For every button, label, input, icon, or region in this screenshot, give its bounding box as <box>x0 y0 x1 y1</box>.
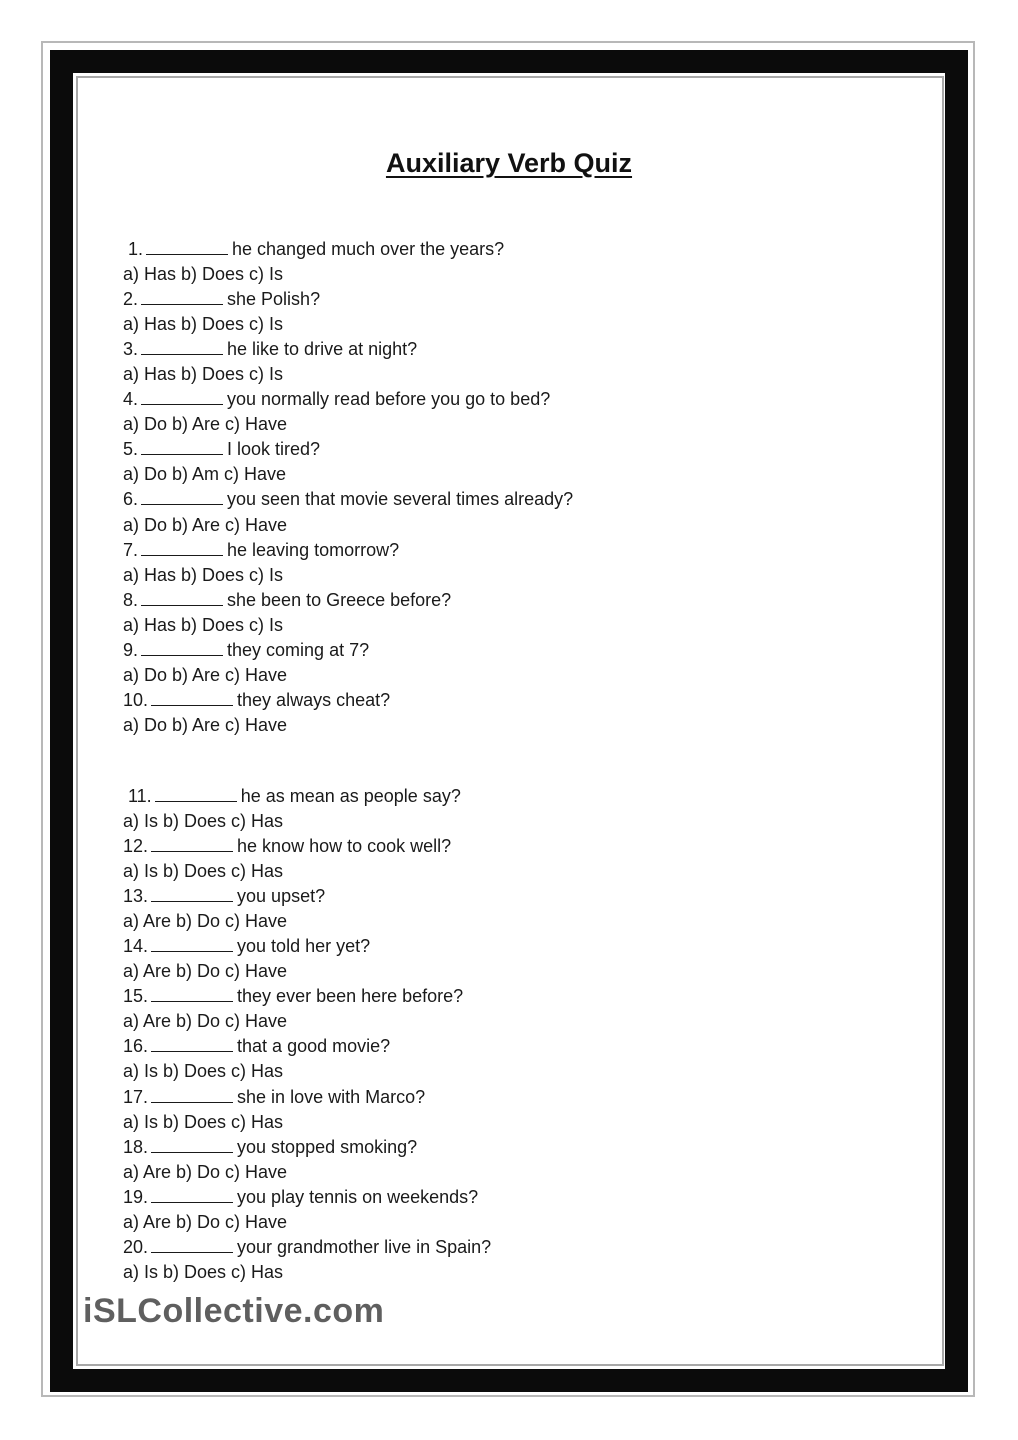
question-line <box>123 287 883 312</box>
question-text: she Polish? <box>227 289 321 310</box>
answer-options: a) Do b) Are c) Have <box>123 714 288 735</box>
question-line <box>123 337 883 362</box>
question-number: 1. <box>128 239 144 259</box>
question-line <box>123 1135 883 1160</box>
answer-options: a) Has b) Does c) Is <box>123 264 284 285</box>
answer-blank <box>151 1036 233 1052</box>
question-number: 5. <box>123 439 139 460</box>
answer-options: a) Is b) Does c) Has <box>123 861 284 882</box>
question-number: 7. <box>123 539 139 560</box>
question-number: 3. <box>123 339 139 360</box>
answer-blank <box>151 886 233 902</box>
answer-blank <box>141 389 223 405</box>
question-text: you stopped smoking? <box>237 1136 418 1157</box>
question-text: you told her yet? <box>237 936 371 957</box>
question-text: you normally read before you go to bed? <box>227 389 551 410</box>
answer-blank <box>141 289 223 305</box>
question-text: you seen that movie several times already? <box>227 489 574 510</box>
answer-options: a) Is b) Does c) Has <box>123 1111 284 1132</box>
answer-blank <box>141 339 223 355</box>
answer-options: a) Are b) Do c) Have <box>123 1011 288 1032</box>
question-line <box>123 588 883 613</box>
answer-blank <box>155 786 237 802</box>
question-text: he like to drive at night? <box>227 339 418 360</box>
question-text: you play tennis on weekends? <box>237 1186 479 1207</box>
question-text: they always cheat? <box>237 689 391 710</box>
question-number: 10. <box>123 689 149 710</box>
question-line <box>123 237 883 262</box>
question-line <box>123 387 883 412</box>
question-line <box>123 884 883 909</box>
question-number: 11. <box>128 785 152 806</box>
question-line <box>123 784 883 809</box>
question-line <box>123 1185 883 1210</box>
question-text: they coming at 7? <box>227 639 370 660</box>
question-text: she been to Greece before? <box>227 589 452 610</box>
question-text: that a good movie? <box>237 1036 391 1057</box>
question-line <box>123 834 883 859</box>
question-number: 9. <box>123 639 139 660</box>
answer-blank <box>151 1237 233 1253</box>
question-text: she in love with Marco? <box>237 1086 426 1107</box>
question-number: 13. <box>123 886 149 907</box>
question-number: 14. <box>123 936 149 957</box>
question-number: 16. <box>123 1036 149 1057</box>
question-text: they ever been here before? <box>237 986 464 1007</box>
question-line <box>123 638 883 663</box>
question-number: 12. <box>123 836 149 857</box>
question-text: he as mean as people say? <box>240 785 461 806</box>
answer-blank <box>151 1187 233 1203</box>
question-line <box>123 1085 883 1110</box>
question-number: 18. <box>123 1136 149 1157</box>
answer-options: a) Do b) Are c) Have <box>123 514 288 535</box>
answer-blank <box>151 936 233 952</box>
answer-options: a) Is b) Does c) Has <box>123 810 284 831</box>
answer-options: a) Is b) Does c) Has <box>123 1061 284 1082</box>
question-text: you upset? <box>237 886 326 907</box>
answer-options: a) Do b) Are c) Have <box>123 664 288 685</box>
answer-blank <box>151 690 233 706</box>
answer-options: a) Do b) Am c) Have <box>123 464 287 485</box>
answer-blank <box>141 540 223 556</box>
answer-blank <box>151 1087 233 1103</box>
question-number: 2. <box>123 289 139 310</box>
answer-blank <box>146 239 228 255</box>
question-line <box>123 487 883 512</box>
quiz-section <box>123 784 883 1285</box>
answer-blank <box>141 640 223 656</box>
question-line <box>123 538 883 563</box>
question-text: he leaving tomorrow? <box>227 539 400 560</box>
question-text: your grandmother live in Spain? <box>237 1236 492 1257</box>
question-line <box>123 437 883 462</box>
answer-blank <box>141 439 223 455</box>
answer-options: a) Are b) Do c) Have <box>123 961 288 982</box>
question-number: 8. <box>123 589 139 610</box>
answer-options: a) Do b) Are c) Have <box>123 414 288 435</box>
question-number: 20. <box>123 1236 149 1257</box>
question-text: I look tired? <box>227 439 321 460</box>
answer-options: a) Are b) Do c) Have <box>123 1211 288 1232</box>
question-number: 6. <box>123 489 139 510</box>
question-line <box>123 1235 883 1260</box>
quiz-section <box>123 237 883 738</box>
answer-blank <box>151 1137 233 1153</box>
answer-blank <box>141 590 223 606</box>
answer-options: a) Are b) Do c) Have <box>123 911 288 932</box>
answer-options: a) Are b) Do c) Have <box>123 1161 288 1182</box>
answer-options: a) Is b) Does c) Has <box>123 1261 284 1282</box>
question-number: 4. <box>123 389 139 410</box>
answer-blank <box>151 836 233 852</box>
answer-blank <box>141 489 223 505</box>
answer-options: a) Has b) Does c) Is <box>123 564 284 585</box>
question-line <box>123 688 883 713</box>
answer-options: a) Has b) Does c) Is <box>123 314 284 335</box>
question-line <box>123 1034 883 1059</box>
question-number: 19. <box>123 1186 149 1207</box>
answer-options: a) Has b) Does c) Is <box>123 614 284 635</box>
answer-options: a) Has b) Does c) Is <box>123 364 284 385</box>
watermark-logo: iSLCollective.com <box>83 1292 385 1330</box>
question-number: 15. <box>123 986 149 1007</box>
page-title: Auxiliary Verb Quiz <box>385 148 633 178</box>
question-number: 17. <box>123 1086 149 1107</box>
answer-blank <box>151 986 233 1002</box>
question-text: he changed much over the years? <box>232 239 505 259</box>
question-line <box>123 984 883 1009</box>
question-line <box>123 934 883 959</box>
quiz-questions <box>123 237 883 1285</box>
question-text: he know how to cook well? <box>237 836 452 857</box>
